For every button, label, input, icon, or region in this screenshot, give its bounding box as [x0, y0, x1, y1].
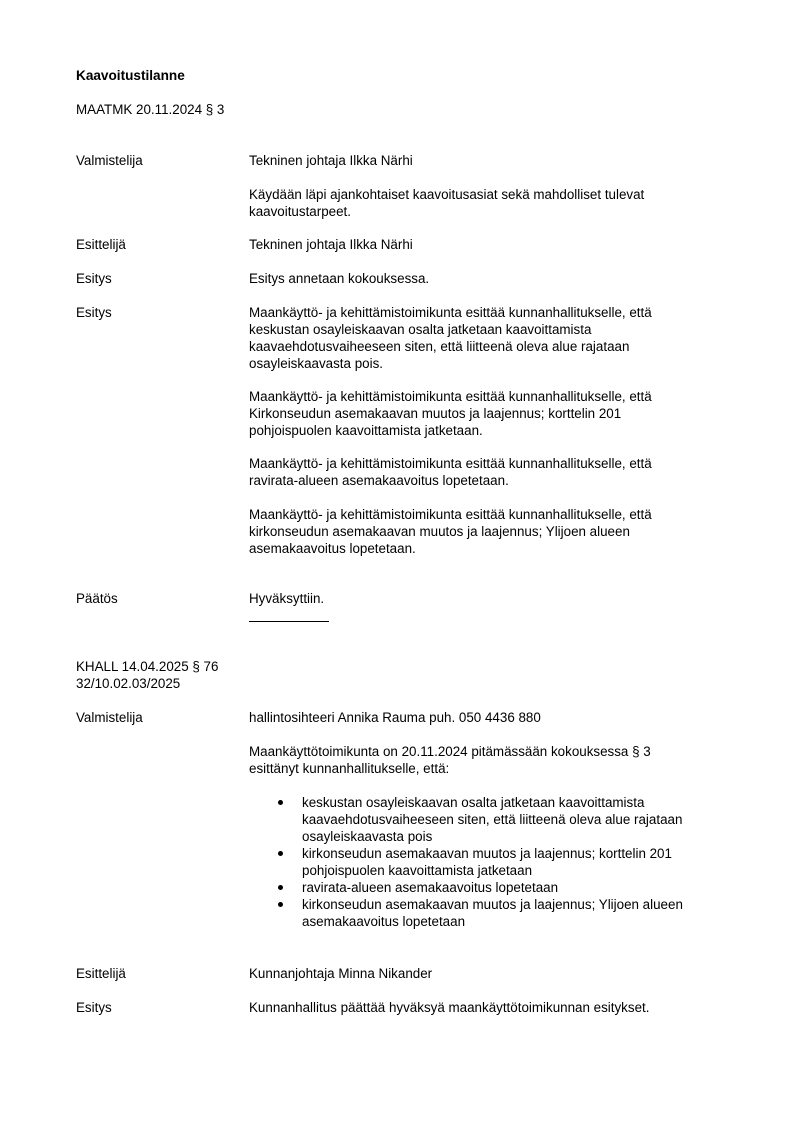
meeting1-esitys1-label: Esitys	[76, 271, 112, 286]
meeting1-description	[249, 186, 644, 220]
list-item	[276, 845, 736, 879]
esitys-paragraph	[249, 304, 652, 372]
meeting1-valmistelija-value: Tekninen johtaja Ilkka Närhi	[249, 153, 413, 168]
meeting2-reference-line: 32/10.02.03/2025	[76, 676, 181, 691]
paragraph-line: Kirkonseudun asemakaavan muutos ja laajennus; korttelin 201	[249, 406, 622, 421]
meeting2-reference-line: KHALL 14.04.2025 § 76	[76, 659, 219, 674]
paragraph-line: keskustan osayleiskaavan osalta jatketaan kaavoittamista	[249, 322, 592, 337]
paragraph-line: Maankäyttö- ja kehittämistoimikunta esittää kunnanhallitukselle, että	[249, 507, 652, 522]
paragraph-line: Maankäyttö- ja kehittämistoimikunta esittää kunnanhallitukselle, että	[249, 456, 652, 471]
meeting2-reference	[76, 658, 218, 692]
paragraph-line: asemakaavoitus lopetetaan.	[249, 541, 416, 556]
list-item-line: keskustan osayleiskaavan osalta jatketaan kaavoittamista	[302, 795, 645, 810]
intro-line: Maankäyttötoimikunta on 20.11.2024 pitämässään kokouksessa § 3	[249, 744, 651, 759]
document-title: Kaavoitustilanne	[76, 68, 185, 83]
bullet-icon	[278, 902, 283, 907]
list-item-line: kaavaehdotusvaiheeseen siten, että liitteenä oleva alue rajataan	[302, 812, 683, 827]
paragraph-line: osayleiskaavasta pois.	[249, 356, 383, 371]
meeting1-esittelija-value: Tekninen johtaja Ilkka Närhi	[249, 237, 413, 252]
description-line: Käydään läpi ajankohtaiset kaavoitusasiat sekä mahdolliset tulevat	[249, 187, 645, 202]
decision-divider	[249, 621, 329, 622]
esitys-paragraph	[249, 388, 652, 439]
proposal-bullet-list	[276, 794, 736, 930]
list-item	[276, 794, 736, 845]
meeting1-reference: MAATMK 20.11.2024 § 3	[76, 102, 225, 117]
bullet-icon	[278, 800, 283, 805]
paragraph-line: Maankäyttö- ja kehittämistoimikunta esittää kunnanhallitukselle, että	[249, 305, 652, 320]
paragraph-line: ravirata-alueen asemakaavoitus lopetetaan.	[249, 473, 509, 488]
intro-line: esittänyt kunnanhallitukselle, että:	[249, 761, 450, 776]
meeting1-paatos-label: Päätös	[76, 591, 118, 606]
paragraph-line: kirkonseudun asemakaavan muutos ja laajennus; Ylijoen alueen	[249, 524, 630, 539]
list-item	[276, 879, 736, 896]
meeting1-esittelija-label: Esittelijä	[76, 237, 126, 252]
bullet-icon	[278, 851, 283, 856]
meeting2-intro	[249, 743, 651, 777]
list-item-line: asemakaavoitus lopetetaan	[302, 914, 466, 929]
list-item	[276, 896, 736, 930]
list-item-line: osayleiskaavasta pois	[302, 829, 433, 844]
esitys-paragraph	[249, 506, 652, 557]
list-item-line: pohjoispuolen kaavoittamista jatketaan	[302, 863, 533, 878]
meeting1-esitys1-value: Esitys annetaan kokouksessa.	[249, 271, 430, 286]
list-item-line: ravirata-alueen asemakaavoitus lopetetaan	[302, 880, 559, 895]
paragraph-line: pohjoispuolen kaavoittamista jatketaan.	[249, 423, 483, 438]
meeting2-esittelija-value: Kunnanjohtaja Minna Nikander	[249, 966, 433, 981]
list-item-line: kirkonseudun asemakaavan muutos ja laajennus; Ylijoen alueen	[302, 897, 683, 912]
meeting2-esitys-value: Kunnanhallitus päättää hyväksyä maankäyttötoimikunnan esitykset.	[249, 1000, 650, 1015]
meeting2-valmistelija-label: Valmistelija	[76, 710, 143, 725]
meeting1-valmistelija-label: Valmistelija	[76, 153, 143, 168]
bullet-icon	[278, 885, 283, 890]
description-line: kaavoitustarpeet.	[249, 204, 351, 219]
meeting1-paatos-value: Hyväksyttiin.	[249, 591, 325, 606]
meeting2-valmistelija-value: hallintosihteeri Annika Rauma puh. 050 4436 880	[249, 710, 541, 725]
meeting2-esittelija-label: Esittelijä	[76, 966, 126, 981]
esitys-paragraph	[249, 455, 652, 489]
paragraph-line: kaavaehdotusvaiheeseen siten, että liitteenä oleva alue rajataan	[249, 339, 630, 354]
list-item-line: kirkonseudun asemakaavan muutos ja laajennus; korttelin 201	[302, 846, 672, 861]
paragraph-line: Maankäyttö- ja kehittämistoimikunta esittää kunnanhallitukselle, että	[249, 389, 652, 404]
meeting2-esitys-label: Esitys	[76, 1000, 112, 1015]
meeting1-esitys2-label: Esitys	[76, 305, 112, 320]
